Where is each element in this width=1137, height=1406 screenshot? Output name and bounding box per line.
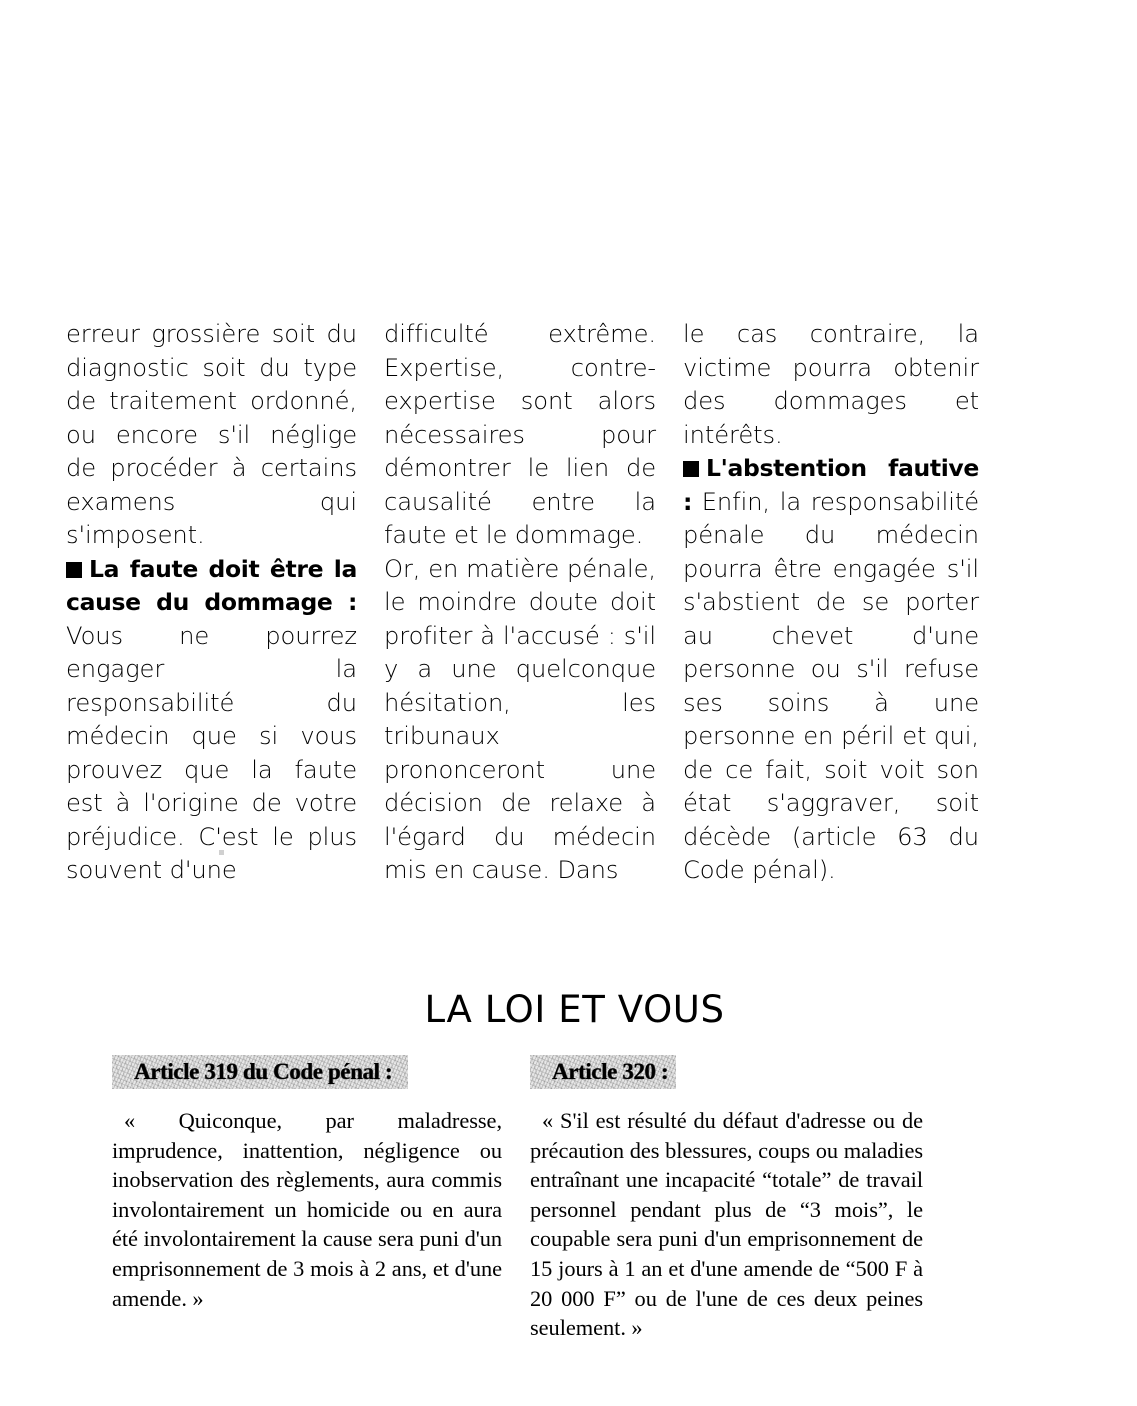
law-box-header-label: Article 319 du Code pénal : — [134, 1059, 393, 1084]
law-section — [0, 988, 1137, 1343]
paragraph: difficulté extrême. Expertise, contre-expertise sont alors nécessaires pour démontrer le lien de causalité entre la faute et le dommage. — [384, 320, 656, 549]
law-box-body — [112, 1106, 502, 1313]
paragraph: le cas contraire, la victime pourra obtenir des dommages et intérêts. — [683, 320, 979, 449]
square-bullet-icon — [683, 461, 699, 477]
article-body — [66, 318, 979, 888]
law-box-article-320 — [530, 1055, 923, 1343]
law-section-title: LA LOI ET VOUS — [424, 988, 725, 1031]
paragraph-text: Enfin, la responsabilité pénale du médecin pourra être engagée s'il s'abstient de se porter au chevet d'une personne ou s'il refuse ses soins à une personne en péril et qui, de ce fait, soit voit son état s'aggraver, soit décède (article 63 du Code pénal). — [683, 487, 979, 884]
law-boxes — [0, 1055, 1137, 1343]
law-box-body — [530, 1106, 923, 1343]
subhead-label: La faute doit être la cause du dommage : — [66, 554, 357, 616]
law-box-header-label: Article 320 : — [552, 1059, 669, 1084]
square-bullet-icon — [66, 562, 82, 578]
paragraph-with-subhead — [683, 452, 979, 888]
article-column-3 — [683, 318, 979, 888]
law-box-article-319 — [112, 1055, 502, 1343]
law-box-header-band — [530, 1055, 676, 1089]
article-column-2 — [384, 318, 656, 888]
article-column-1 — [66, 318, 357, 888]
paragraph-text: Vous ne pourrez engager la responsabilité du médecin que si vous prouvez que la faute est à l'origine de votre préjudice. C'est le plus souvent d'une — [66, 621, 357, 884]
subhead-label: L'abstention fautive : — [683, 454, 979, 516]
paragraph: Or, en matière pénale, le moindre doute doit profiter à l'accusé : s'il y a une quelconque hésitation, les tribunaux prononceront une décision de relaxe à l'égard du médecin mis en cause. Dans — [384, 554, 656, 884]
law-box-body-text: « Quiconque, par maladresse, imprudence, inattention, négligence ou inobservation des règlements, aura commis involontairement un homicide ou en aura été involontairement la cause sera puni d'un emprisonnement de 3 mois à 2 ans, et d'une amende. » — [112, 1108, 502, 1311]
paragraph-with-subhead — [66, 553, 357, 888]
scan-artifact-speck — [219, 850, 224, 855]
paragraph: erreur grossière soit du diagnostic soit du type de traitement ordonné, ou encore s'il néglige de procéder à certains examens qui s'imposent. — [66, 320, 357, 549]
law-box-body-text: « S'il est résulté du défaut d'adresse ou de précaution des blessures, coups ou maladies entraînant une incapacité “totale” de travail personnel pendant plus de “3 mois”, le coupable sera puni d'un emprisonnement de 15 jours à 1 an et d'une amende de “500 F à 20 000 F” ou de l'une de ces deux peines seulement. » — [530, 1108, 923, 1341]
law-box-header-band — [112, 1055, 408, 1089]
